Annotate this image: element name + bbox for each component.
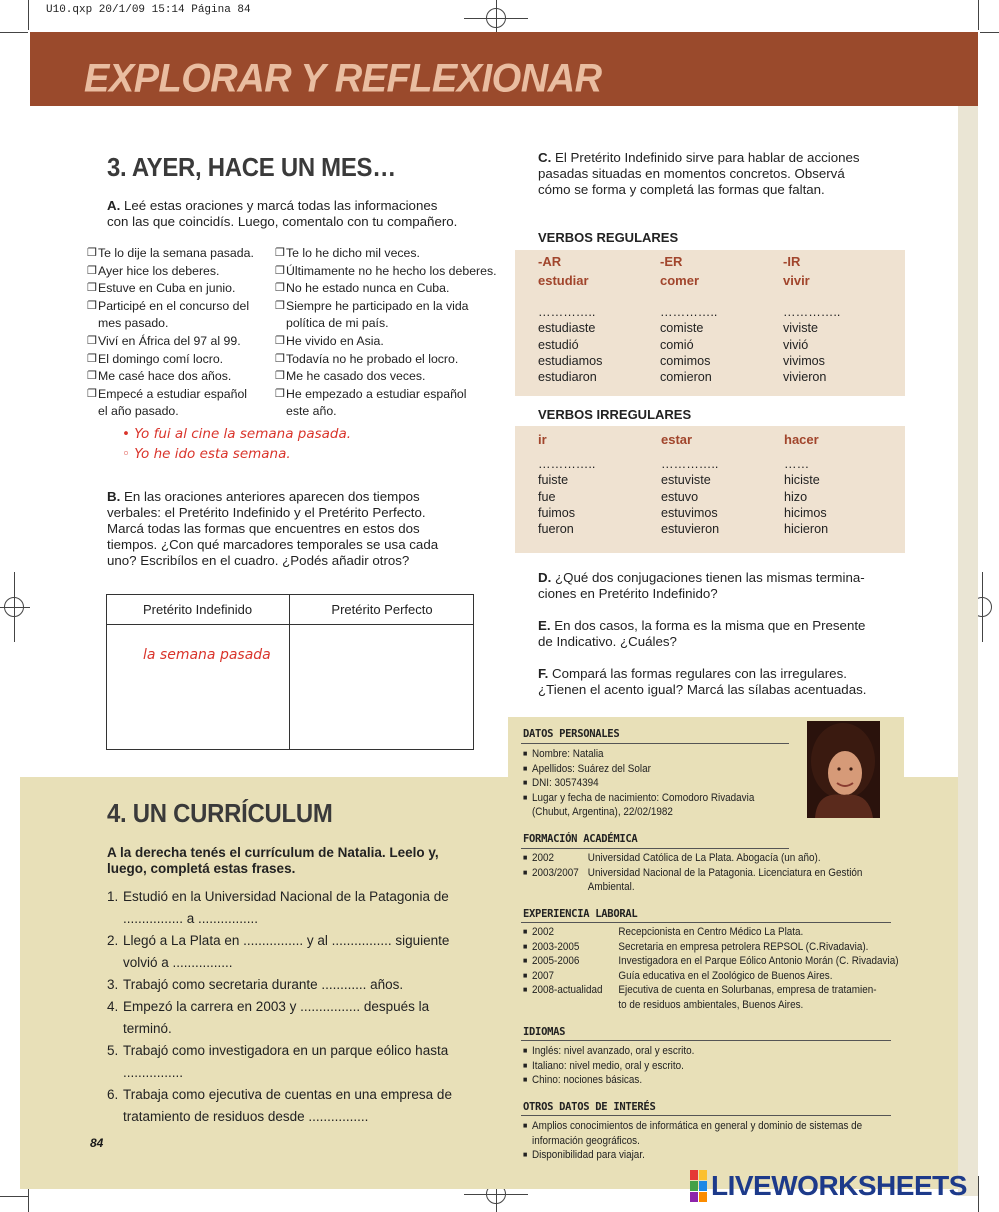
- table-header-indefinido: Pretérito Indefinido: [142, 602, 253, 617]
- checklist-item[interactable]: ❐ Viví en África del 97 al 99.: [87, 333, 277, 351]
- section-4-title: 4. UN CURRÍCULUM: [107, 798, 333, 828]
- crop-mark: [28, 0, 29, 30]
- letter-a: A.: [107, 198, 121, 213]
- logo-mark-icon: [690, 1170, 707, 1202]
- blank-slot[interactable]: …………..: [538, 457, 596, 471]
- cv-experiencia-title: EXPERIENCIA LABORAL: [523, 908, 638, 920]
- checklist-item[interactable]: ❐ Empecé a estudiar español: [87, 386, 277, 404]
- letter-f: F.: [538, 666, 549, 681]
- checklist-item-continuation: mes pasado.: [98, 316, 169, 331]
- bullet-icon: ■: [523, 1150, 528, 1160]
- question-item: 6. Trabaja como ejecutiva de cuentas en una empresa de tratamiento de residuos desde ................: [107, 1084, 502, 1128]
- cv-formacion-list: ■ 2002 Universidad Católica de La Plata. Abogacía (un año). ■ 2003/2007 Universidad Nacional de la Patagonia. Licenciatura en Gestión Ambiental.: [523, 852, 863, 894]
- crop-mark: [978, 0, 979, 30]
- cv-idiomas-list: ■ Inglés: nivel avanzado, oral y escrito. ■ Italiano: nivel medio, oral y escrito. ■ Chino: nociones básicas.: [523, 1045, 695, 1087]
- logo-square: [699, 1181, 707, 1191]
- logo-text: LIVEWORKSHEETS: [711, 1170, 967, 1201]
- checklist-item[interactable]: ❐ He vivido en Asia.: [275, 333, 511, 351]
- table-handwritten-entry: la semana pasada: [143, 647, 271, 663]
- instruction-a: [107, 198, 507, 230]
- handwritten-example-2: ◦ Yo he ido esta semana.: [122, 446, 291, 462]
- file-meta-line: U10.qxp 20/1/09 15:14 Página 84: [46, 4, 251, 16]
- registration-line: [982, 572, 983, 642]
- cv-questions: [107, 886, 502, 1128]
- checklist-item[interactable]: ❐ Ayer hice los deberes.: [87, 263, 277, 281]
- checkbox-icon[interactable]: ❐: [87, 264, 97, 277]
- bullet-icon: ■: [523, 749, 528, 758]
- registration-line: [496, 0, 497, 34]
- cv-personal-title: DATOS PERSONALES: [523, 728, 620, 740]
- checklist-item[interactable]: ❐ No he estado nunca en Cuba.: [275, 280, 511, 298]
- checklist-item[interactable]: ❐ Estuve en Cuba en junio.: [87, 280, 277, 298]
- checkbox-icon[interactable]: ❐: [87, 352, 97, 365]
- logo-square: [690, 1192, 698, 1202]
- checklist-item[interactable]: ❐ Te lo dije la semana pasada.: [87, 245, 277, 263]
- checkbox-icon[interactable]: ❐: [87, 247, 97, 259]
- page-number: 84: [90, 1136, 104, 1150]
- answer-blank[interactable]: ................: [123, 1065, 184, 1080]
- ir-forms: ………….. fuiste fue fuimos fueron: [538, 457, 596, 537]
- table-header-perfecto: Pretérito Perfecto: [331, 602, 433, 617]
- bullet-icon: ■: [523, 1121, 528, 1130]
- bullet-icon: ■: [523, 985, 528, 995]
- irregular-verbs-panel: [515, 426, 905, 553]
- cv-rule: [521, 1040, 891, 1041]
- checkbox-icon[interactable]: ❐: [275, 264, 285, 277]
- cv-formacion-title: FORMACIÓN ACADÉMICA: [523, 833, 638, 845]
- answer-blank[interactable]: ................ a ................: [123, 911, 259, 926]
- bullet-icon: ■: [523, 1075, 528, 1085]
- instruction-f: F. Compará las formas regulares con las irregulares. ¿Tienen el acento igual? Marcá las sílabas acentuadas.: [538, 666, 867, 697]
- liveworksheets-logo[interactable]: [690, 1170, 967, 1202]
- registration-line: [0, 607, 30, 608]
- cv-photo: [807, 721, 880, 818]
- table-cell-perfecto[interactable]: [291, 626, 473, 749]
- crop-mark: [0, 1196, 28, 1197]
- instruction-a-line1: Leé estas oraciones y marcá todas las informaciones: [120, 198, 438, 213]
- estar-forms: ………….. estuviste estuvo estuvimos estuvieron: [661, 457, 720, 537]
- portrait-image: [807, 721, 880, 818]
- blank-slot[interactable]: ……: [784, 457, 810, 471]
- blank-slot[interactable]: …………..: [783, 305, 841, 319]
- bullet-icon: ■: [523, 853, 528, 862]
- regular-verbs-panel: [515, 250, 905, 396]
- conj-ir-header: -IR: [783, 254, 801, 269]
- answer-blank[interactable]: Empezó la carrera en 2003 y ................ después la: [123, 999, 430, 1014]
- vivir-forms: ………….. viviste vivió vivimos vivieron: [783, 305, 841, 385]
- checklist-item-continuation: este año.: [286, 404, 337, 419]
- registration-line: [14, 572, 15, 642]
- letter-e: E.: [538, 618, 551, 633]
- cv-idiomas-title: IDIOMAS: [523, 1026, 566, 1038]
- answer-blank[interactable]: tratamiento de residuos desde ................: [123, 1109, 369, 1124]
- crop-mark: [978, 1176, 979, 1212]
- checkbox-icon[interactable]: ❐: [87, 387, 97, 400]
- question-item: 3. Trabajó como secretaria durante ............ años.: [107, 974, 502, 996]
- checkbox-icon[interactable]: ❐: [87, 282, 97, 295]
- cv-experiencia-list: ■ 2002 Recepcionista en Centro Médico La Plata. ■ 2003-2005 Secretaria en empresa petrolera REPSOL (C.Rivadavia). ■ 2005-2006 Investigadora en el Parque Eólico Antonio Morán (C. Rivadavia) ■ 2007 Guía educativa en el Zoológico de Buenos Aires. ■ 2008-actualidad Ejecutiva de cuenta en Solurbanas, empresa de tratamien- to de residuos ambientales, Buenos Aires.: [523, 926, 899, 1011]
- checklist-item-continuation: política de mi país.: [286, 316, 389, 331]
- bullet-icon: ■: [523, 956, 528, 966]
- crop-mark: [980, 32, 999, 33]
- instruction-b: B. En las oraciones anteriores aparecen dos tiempos verbales: el Pretérito Indefinido y el Pretérito Perfecto. Marcá todas las formas que encuentres en estos dos tiempos. ¿Con qué marcadores temporales se usa cada uno? Escribílos en el cuadro. ¿Podés añadir otros?: [107, 489, 439, 568]
- instruction-d: D. ¿Qué dos conjugaciones tienen las mismas termina- ciones en Pretérito Indefinido?: [538, 570, 865, 601]
- checklist-item[interactable]: ❐ El domingo comí locro.: [87, 351, 277, 369]
- answer-blank[interactable]: Trabajó como secretaria durante ............ años.: [123, 977, 404, 992]
- checkbox-icon[interactable]: ❐: [87, 370, 97, 383]
- section-3-title: 3. AYER, HACE UN MES…: [107, 152, 396, 182]
- bullet-icon: ■: [523, 792, 528, 802]
- bullet-icon: ■: [523, 778, 528, 788]
- checklist-item[interactable]: ❐ Me he casado dos veces.: [275, 368, 511, 386]
- verb-vivir: vivir: [783, 273, 810, 288]
- checkbox-icon[interactable]: ❐: [275, 282, 285, 295]
- question-item: 4. Empezó la carrera en 2003 y ................ después la terminó.: [107, 996, 502, 1040]
- bullet-icon: ■: [523, 941, 528, 951]
- cv-rule: [521, 1115, 891, 1116]
- checklist-item[interactable]: ❐ Participé en el concurso del: [87, 298, 277, 316]
- checklist-item[interactable]: ❐ Siempre he participado en la vida: [275, 298, 511, 316]
- question-item: 2. Llegó a La Plata en ................ y al ................ siguiente volvió a ................: [107, 930, 502, 974]
- blank-slot[interactable]: …………..: [538, 305, 596, 319]
- checkbox-icon[interactable]: ❐: [275, 370, 285, 383]
- cv-otros-list: ■ Amplios conocimientos de informática en general y dominio de sistemas de información geográficos. ■ Disponibilidad para viajar.: [523, 1120, 863, 1162]
- hacer-forms: …… hiciste hizo hicimos hicieron: [784, 457, 829, 537]
- question-item: 1. Estudió en la Universidad Nacional de la Patagonia de ................ a ................: [107, 886, 502, 930]
- cv-otros-title: OTROS DATOS DE INTERÉS: [523, 1101, 656, 1113]
- cv-rule: [521, 848, 789, 849]
- bullet-icon: ■: [523, 927, 528, 936]
- checklist-item[interactable]: ❐ Te lo he dicho mil veces.: [275, 245, 511, 263]
- checkbox-icon[interactable]: ❐: [275, 247, 285, 259]
- instruction-a-line2: con las que coincidís. Luego, comentalo con tu compañero.: [107, 214, 458, 229]
- verb-comer: comer: [660, 273, 700, 288]
- checklist-left: [87, 245, 277, 421]
- page-title: EXPLORAR Y REFLEXIONAR: [84, 56, 602, 102]
- bullet-icon: ■: [523, 1060, 528, 1070]
- bullet-icon: ■: [523, 763, 528, 773]
- letter-c: C.: [538, 150, 552, 165]
- table-column-rule: [289, 594, 290, 750]
- checklist-item[interactable]: ❐ He empezado a estudiar español: [275, 386, 511, 404]
- checklist-item[interactable]: ❐ Todavía no he probado el locro.: [275, 351, 511, 369]
- checkbox-icon[interactable]: ❐: [275, 387, 285, 400]
- verb-ir: ir: [538, 432, 547, 447]
- logo-square: [699, 1192, 707, 1202]
- estudiar-forms: ………….. estudiaste estudió estudiamos estudiaron: [538, 305, 603, 385]
- table-cell-indefinido[interactable]: [107, 626, 288, 749]
- regular-verbs-title: VERBOS REGULARES: [538, 230, 679, 245]
- checkbox-icon[interactable]: ❐: [87, 299, 97, 312]
- comer-forms: ………….. comiste comió comimos comieron: [660, 305, 718, 385]
- letter-d: D.: [538, 570, 552, 585]
- answer-blank[interactable]: volvió a ................: [123, 955, 233, 970]
- checklist-item-continuation: el año pasado.: [98, 404, 179, 419]
- checkbox-icon[interactable]: ❐: [275, 352, 285, 365]
- logo-square: [690, 1181, 698, 1191]
- checklist-item[interactable]: ❐ Últimamente no he hecho los deberes.: [275, 263, 511, 281]
- irregular-verbs-title: VERBOS IRREGULARES: [538, 407, 692, 422]
- verb-estudiar: estudiar: [538, 273, 589, 288]
- blank-slot[interactable]: …………..: [661, 457, 719, 471]
- checklist-right: [275, 245, 511, 421]
- checklist-item[interactable]: ❐ Me casé hace dos años.: [87, 368, 277, 386]
- conj-er-header: -ER: [660, 254, 683, 269]
- checkbox-icon[interactable]: ❐: [275, 299, 285, 312]
- logo-square: [699, 1170, 707, 1180]
- cv-rule: [521, 922, 891, 923]
- logo-square: [690, 1170, 698, 1180]
- cv-rule: [521, 743, 789, 744]
- bullet-icon: ■: [523, 867, 528, 877]
- crop-mark: [0, 32, 28, 33]
- checkbox-icon[interactable]: ❐: [275, 334, 285, 347]
- table-header-rule: [106, 624, 474, 625]
- handwritten-example-1: • Yo fui al cine la semana pasada.: [122, 426, 352, 442]
- section-4-intro: A la derecha tenés el currículum de Natalia. Leelo y, luego, completá estas frases.: [107, 845, 439, 876]
- conj-ar-header: -AR: [538, 254, 562, 269]
- verb-estar: estar: [661, 432, 693, 447]
- checkbox-icon[interactable]: ❐: [87, 334, 97, 347]
- side-strip: [958, 106, 978, 1196]
- verb-hacer: hacer: [784, 432, 819, 447]
- cv-personal-list: ■ Nombre: Natalia ■ Apellidos: Suárez del Solar ■ DNI: 30574394 ■ Lugar y fecha de nacimiento: Comodoro Rivadavia (Chubut, Argentina), 22/02/1982: [523, 748, 755, 819]
- question-item: 5. Trabajó como investigadora en un parque eólico hasta ................: [107, 1040, 502, 1084]
- instruction-e: E. En dos casos, la forma es la misma que en Presente de Indicativo. ¿Cuáles?: [538, 618, 866, 649]
- blank-slot[interactable]: …………..: [660, 305, 718, 319]
- bullet-icon: ■: [523, 1046, 528, 1055]
- letter-b: B.: [107, 489, 121, 504]
- bullet-icon: ■: [523, 970, 528, 980]
- instruction-c: C. El Pretérito Indefinido sirve para hablar de acciones pasadas situadas en momentos concretos. Observá cómo se forma y completá las formas que faltan.: [538, 150, 860, 197]
